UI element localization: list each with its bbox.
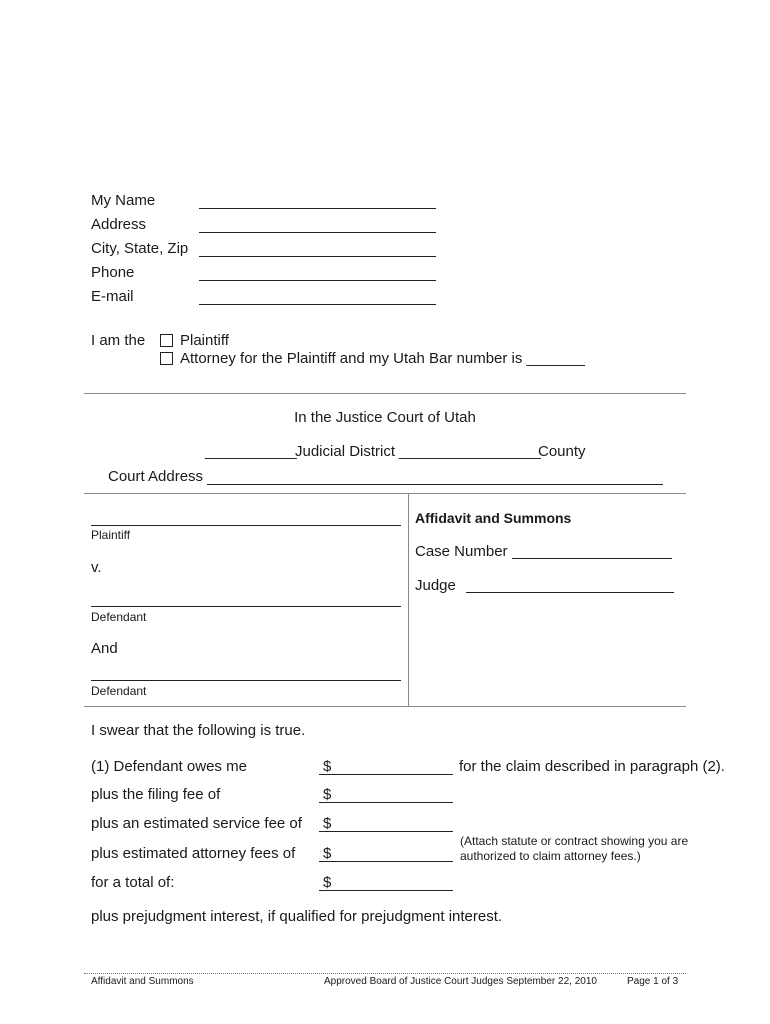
claim-amount-field-5[interactable] xyxy=(319,890,453,891)
divider-caption-top xyxy=(84,493,686,494)
claim-amount-field-2[interactable] xyxy=(319,802,453,803)
court-address-field[interactable] xyxy=(207,484,663,485)
caption-divider-vertical xyxy=(408,493,409,706)
oath-statement: I swear that the following is true. xyxy=(91,722,306,739)
footer-approval-note: Approved Board of Justice Court Judges September 22, 2010 xyxy=(324,976,597,987)
attorney-fee-note-line-2: authorized to claim attorney fees.) xyxy=(460,849,641,863)
document-title: Affidavit and Summons xyxy=(415,510,572,526)
judge-label: Judge xyxy=(415,577,456,594)
claim-label-3: plus an estimated service fee of xyxy=(91,815,302,832)
case-number-label: Case Number xyxy=(415,543,508,560)
my-name-label: My Name xyxy=(91,192,156,209)
divider-top xyxy=(84,393,686,394)
footer-form-title: Affidavit and Summons xyxy=(91,976,194,987)
plaintiff-name-field[interactable] xyxy=(91,525,401,526)
claim-label-5: for a total of: xyxy=(91,874,175,891)
address-field[interactable] xyxy=(199,232,436,233)
city-state-zip-field[interactable] xyxy=(199,256,436,257)
plaintiff-caption-label: Plaintiff xyxy=(91,528,131,542)
defendant-name-field-1[interactable] xyxy=(91,606,401,607)
defendant-caption-label-2: Defendant xyxy=(91,684,147,698)
claim-currency-1: $ xyxy=(323,758,332,775)
attorney-checkbox[interactable] xyxy=(160,352,173,365)
judge-field[interactable] xyxy=(466,592,674,593)
judicial-district-label: Judicial District xyxy=(295,443,396,460)
claim-amount-field-3[interactable] xyxy=(319,831,453,832)
claim-note-1: for the claim described in paragraph (2). xyxy=(459,758,725,775)
email-field[interactable] xyxy=(199,304,436,305)
versus-label: v. xyxy=(91,559,102,576)
prejudgment-interest-statement: plus prejudgment interest, if qualified for prejudgment interest. xyxy=(91,908,503,925)
footer-rule xyxy=(84,973,686,974)
plaintiff-option-label: Plaintiff xyxy=(180,332,229,349)
address-label: Address xyxy=(91,216,147,233)
claim-amount-field-1[interactable] xyxy=(319,774,453,775)
county-label: County xyxy=(538,443,586,460)
my-name-field[interactable] xyxy=(199,208,436,209)
and-label: And xyxy=(91,640,118,657)
case-number-field[interactable] xyxy=(512,558,672,559)
claim-currency-3: $ xyxy=(323,815,332,832)
county-blank[interactable]: _________________ xyxy=(399,443,541,460)
email-label: E-mail xyxy=(91,288,134,305)
attorney-option-label: Attorney for the Plaintiff and my Utah Bar number is _______ xyxy=(180,350,585,367)
phone-label: Phone xyxy=(91,264,135,281)
judicial-district-blank[interactable]: ___________ xyxy=(205,443,297,460)
claim-label-2: plus the filing fee of xyxy=(91,786,221,803)
claim-label-4: plus estimated attorney fees of xyxy=(91,845,296,862)
phone-field[interactable] xyxy=(199,280,436,281)
court-address-label: Court Address xyxy=(108,468,204,485)
court-title: In the Justice Court of Utah xyxy=(294,409,476,426)
claim-label-1: (1) Defendant owes me xyxy=(91,758,247,775)
attorney-fee-note-line-1: (Attach statute or contract showing you are xyxy=(460,834,689,848)
claim-currency-2: $ xyxy=(323,786,332,803)
claim-amount-field-4[interactable] xyxy=(319,861,453,862)
defendant-name-field-2[interactable] xyxy=(91,680,401,681)
divider-caption-bottom xyxy=(84,706,686,707)
claim-currency-5: $ xyxy=(323,874,332,891)
footer-page-number: Page 1 of 3 xyxy=(627,976,679,987)
i-am-the-label: I am the xyxy=(91,332,146,349)
claim-currency-4: $ xyxy=(323,845,332,862)
city-state-zip-label: City, State, Zip xyxy=(91,240,189,257)
plaintiff-checkbox[interactable] xyxy=(160,334,173,347)
defendant-caption-label-1: Defendant xyxy=(91,610,147,624)
